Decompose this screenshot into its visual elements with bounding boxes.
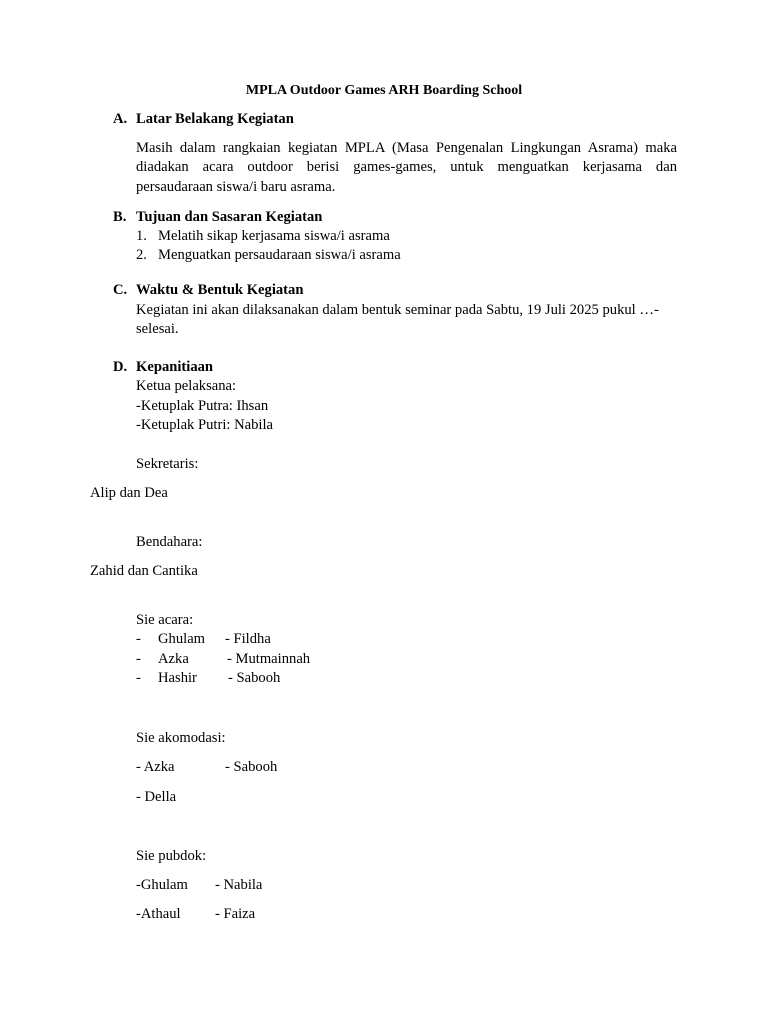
acara-left-name: Hashir <box>158 670 197 686</box>
section-c-letter: C. <box>113 282 128 298</box>
section-c-heading: Waktu & Bentuk Kegiatan <box>136 282 304 298</box>
ketuplak-putri: -Ketuplak Putri: Nabila <box>136 417 273 433</box>
list-item-number: 1. <box>136 228 147 244</box>
ketua-label: Ketua pelaksana: <box>136 378 237 394</box>
acara-dash: - <box>136 670 141 686</box>
document-title: MPLA Outdoor Games ARH Boarding School <box>245 83 523 98</box>
section-a-heading: Latar Belakang Kegiatan <box>136 111 294 127</box>
acara-label: Sie acara: <box>136 612 194 628</box>
section-b-heading: Tujuan dan Sasaran Kegiatan <box>136 209 323 225</box>
pubdok-label: Sie pubdok: <box>136 848 207 864</box>
section-b-letter: B. <box>113 209 127 225</box>
list-item-number: 2. <box>136 247 147 263</box>
acara-right-name: - Sabooh <box>228 670 281 686</box>
section-a-line-3: persaudaraan siswa/i baru asrama. <box>136 178 336 195</box>
akomodasi-name: - Della <box>136 789 177 805</box>
ketuplak-putra: -Ketuplak Putra: Ihsan <box>136 398 269 414</box>
sekretaris-label: Sekretaris: <box>136 456 199 472</box>
acara-right-name: - Fildha <box>225 631 271 647</box>
section-a-paragraph <box>136 139 677 197</box>
acara-left-name: Ghulam <box>158 631 206 647</box>
acara-dash: - <box>136 651 141 667</box>
section-c-line-1: Kegiatan ini akan dilaksanakan dalam bentuk seminar pada Sabtu, 19 Juli 2025 pukul …- <box>136 302 659 318</box>
acara-left-name: Azka <box>158 651 189 667</box>
section-a-letter: A. <box>113 111 128 127</box>
section-a-line-1: Masih dalam rangkaian kegiatan MPLA (Masa Pengenalan Lingkungan Asrama) maka <box>136 140 677 156</box>
acara-dash: - <box>136 631 141 647</box>
section-d-letter: D. <box>113 359 128 375</box>
list-item-text: Melatih sikap kerjasama siswa/i asrama <box>158 228 390 244</box>
pubdok-right-name: - Faiza <box>215 906 256 922</box>
sekretaris-names: Alip dan Dea <box>90 485 168 501</box>
akomodasi-right-name: - Sabooh <box>225 759 278 775</box>
akomodasi-label: Sie akomodasi: <box>136 730 226 746</box>
bendahara-label: Bendahara: <box>136 534 203 550</box>
list-item-text: Menguatkan persaudaraan siswa/i asrama <box>158 247 401 263</box>
section-d-heading: Kepanitiaan <box>136 359 214 375</box>
section-c-line-2: selesai. <box>136 321 179 337</box>
akomodasi-left-name: - Azka <box>136 759 175 775</box>
acara-right-name: - Mutmainnah <box>227 651 311 667</box>
section-a-line-2: diadakan acara outdoor berisi games-games, untuk menguatkan kerjasama dan <box>136 159 677 176</box>
pubdok-right-name: - Nabila <box>215 877 263 893</box>
bendahara-names: Zahid dan Cantika <box>90 563 198 579</box>
pubdok-left-name: -Athaul <box>136 906 181 922</box>
pubdok-left-name: -Ghulam <box>136 877 188 893</box>
